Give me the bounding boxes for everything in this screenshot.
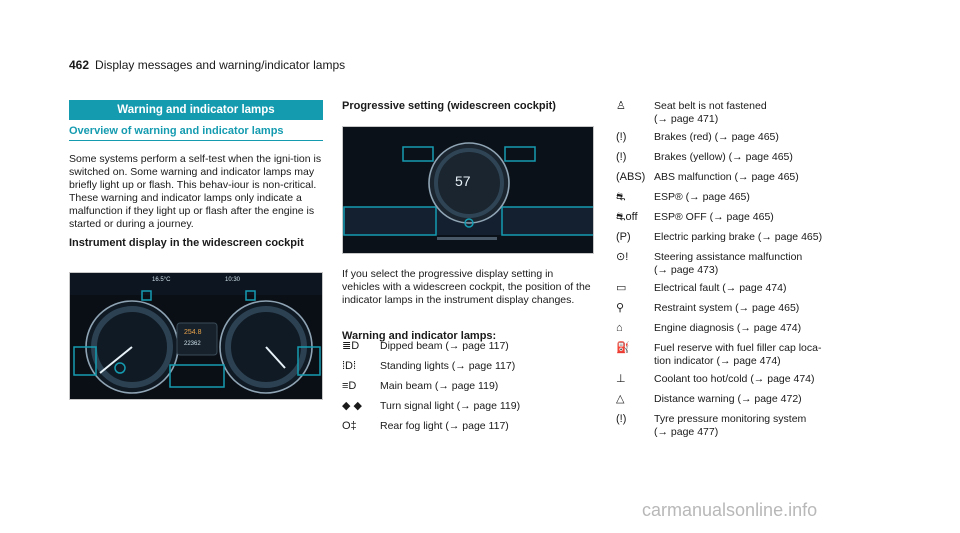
lamps-heading: Warning and indicator lamps: <box>342 330 497 342</box>
progressive-paragraph: If you select the progressive display setting in vehicles with a widescreen cockpit, the position of the indicator lamps in the instrument display changes. <box>342 268 591 306</box>
lamp-rear-fog: O‡ Rear fog light (→ page 117) <box>342 420 509 432</box>
airbag-icon: ⚲ <box>616 302 625 314</box>
engine-icon: ⌂ <box>616 322 623 334</box>
cluster-time: 10:30 <box>225 277 241 283</box>
progressive-heading: Progressive setting (widescreen cockpit) <box>342 100 556 112</box>
cockpit-svg <box>70 273 323 400</box>
lamp-electrical: ▭ Electrical fault (→ page 474) <box>616 282 787 294</box>
esp-off-icon: ⛐off <box>616 211 638 223</box>
cockpit-heading: Instrument display in the widescreen cockpit <box>69 237 304 249</box>
section-title: Warning and indicator lamps <box>69 100 323 120</box>
lamp-parking-brake: (P) Electric parking brake (→ page 465) <box>616 231 823 243</box>
progressive-illustration <box>342 126 594 254</box>
watermark: carmanualsonline.info <box>642 500 818 520</box>
progressive-svg <box>343 127 594 254</box>
tyre-pressure-icon: (!) <box>616 413 627 425</box>
progressive-speed: 57 <box>455 173 471 189</box>
turn-signal-icon: ◆ ◆ <box>342 400 362 412</box>
main-beam-icon: ≡D <box>342 380 357 392</box>
lamp-restraint: ⚲ Restraint system (→ page 465) <box>616 302 800 314</box>
lamp-distance: △ Distance warning (→ page 472) <box>616 393 802 405</box>
coolant-icon: ⊥ <box>616 373 626 385</box>
cockpit-illustration <box>69 272 323 400</box>
lamp-coolant: ⊥ Coolant too hot/cold (→ page 474) <box>616 373 815 385</box>
page-header <box>69 58 345 72</box>
lamp-steering: ⊙! Steering assistance malfunction (→ page 473) <box>616 251 803 276</box>
brakes-yellow-icon: (!) <box>616 151 627 163</box>
lamp-esp-off: ⛐off ESP® OFF (→ page 465) <box>616 211 774 223</box>
middle-column <box>342 100 594 112</box>
lamp-brakes-yellow: (!) Brakes (yellow) (→ page 465) <box>616 151 793 163</box>
lamp-dipped-beam: ≣D Dipped beam (→ page 117) <box>342 340 509 352</box>
lamp-abs: (ABS) ABS malfunction (→ page 465) <box>616 171 799 183</box>
lamp-fuel: ⛽ Fuel reserve with fuel filler cap loca- tion indicator (→ page 474) <box>616 342 822 367</box>
dipped-beam-icon: ≣D <box>342 340 360 352</box>
lamp-list-middle <box>342 340 594 430</box>
cluster-odo2: 22362 <box>184 341 201 347</box>
page-number: 462 <box>69 58 90 72</box>
lamp-tyre-pressure: (!) Tyre pressure monitoring system (→ page 477) <box>616 413 807 438</box>
fuel-icon: ⛽ <box>616 342 630 354</box>
seat-belt-icon: ♙ <box>616 100 626 112</box>
cluster-odo1: 254.8 <box>184 329 202 336</box>
lamp-seat-belt: ♙ Seat belt is not fastened (→ page 471) <box>616 100 767 125</box>
lamp-main-beam: ≡D Main beam (→ page 119) <box>342 380 499 392</box>
lamp-brakes-red: (!) Brakes (red) (→ page 465) <box>616 131 779 143</box>
brakes-red-icon: (!) <box>616 131 627 143</box>
distance-warning-icon: △ <box>616 393 625 405</box>
rear-fog-icon: O‡ <box>342 420 357 432</box>
lamp-standing-lights: ⁞D⁞ Standing lights (→ page 117) <box>342 360 516 372</box>
parking-brake-icon: (P) <box>616 231 631 243</box>
steering-icon: ⊙! <box>616 251 629 263</box>
esp-icon: ⛐ <box>616 191 626 203</box>
page-header-title: Display messages and warning/indicator lamps <box>95 58 346 72</box>
cluster-temp: 16.5°C <box>152 277 171 283</box>
battery-icon: ▭ <box>616 282 627 294</box>
lamp-engine: ⌂ Engine diagnosis (→ page 474) <box>616 322 802 334</box>
standing-lights-icon: ⁞D⁞ <box>342 360 357 372</box>
left-column <box>69 100 323 249</box>
abs-icon: (ABS) <box>616 171 646 183</box>
lamp-list-right <box>616 100 896 438</box>
subsection-title: Overview of warning and indicator lamps <box>69 125 323 141</box>
lamp-turn-signal: ◆ ◆ Turn signal light (→ page 119) <box>342 400 521 412</box>
intro-paragraph: Some systems perform a self-test when the igni-tion is switched on. Some warning and indicator lamps may briefly light up or flash. This behav-iour is non-critical. These warning and indicator lamps only indicate a malfunction if they light up or flash after the engine is started or during a journey. <box>69 153 322 230</box>
lamp-esp: ⛐ ESP® (→ page 465) <box>616 191 750 203</box>
